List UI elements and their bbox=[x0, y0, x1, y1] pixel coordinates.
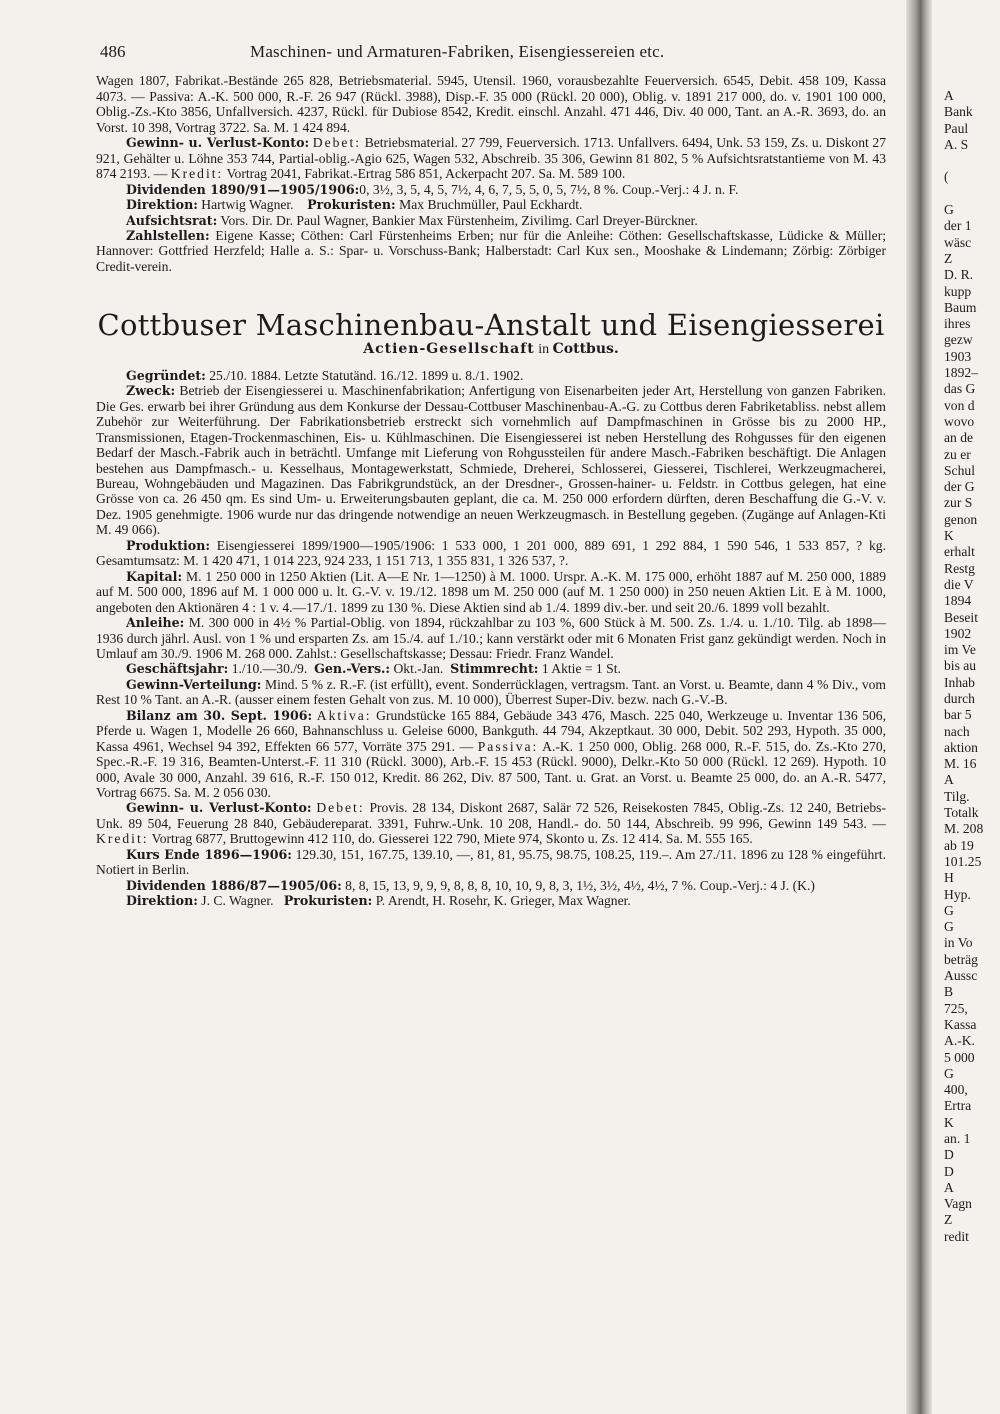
right-page-line: ( bbox=[944, 169, 949, 185]
prev-direction-label: Direktion: bbox=[126, 197, 198, 213]
prev-paying-agents-label: Zahlstellen: bbox=[126, 227, 210, 243]
liabilities-text: A.-K. 1 250 000, Oblig. 268 000, R.-F. 515, do. Zs.-Kto 270, Spec.-R.-F. 19 316, Beamten-Unterst.-F. 11 310 (Rückl. 3000), Arb.-F. 15 453 (Rückl. 9000), Delkr.-Kto 50 000 (Rückl. 12 269). Hypoth. 10 000, Avale 30 000, Anzahl. 39 616, R.-F. 150 012, Kredit. 86 262, Div. 87 500, Tant. u. Grat. an Vorst. u. Beamte 25 000, do. an A.-R. 5477, Vortrag 6675. Sa. M. 2 056 030. bbox=[96, 738, 887, 801]
book-gutter bbox=[906, 0, 932, 1414]
right-page-line: redit bbox=[944, 1228, 969, 1244]
right-page-line: wäsc bbox=[944, 234, 972, 250]
production-label: Produktion: bbox=[126, 537, 210, 553]
prev-paying-agents-text: Eigene Kasse; Cöthen: Carl Fürstenheims Erben; nur für die Anleihe: Cöthen: Gesellschaftskasse, Lüdicke & Müller; Hannover: Gottfried Herzfeld; Halle a. S.: Spar- u. Vorschuss-Bank; Halberstadt: Carl Kux sen., Mooshake & Lindemann; Zörbig: Zörbiger Credit-verein. bbox=[96, 227, 886, 274]
right-page-line: ihres bbox=[944, 316, 971, 332]
purpose-label: Zweck: bbox=[126, 383, 176, 399]
prev-profit-loss-label: Gewinn- u. Verlust-Konto: bbox=[126, 135, 310, 151]
right-page-line: 101.25 bbox=[944, 853, 982, 869]
purpose-text: Betrieb der Eisengiesserei u. Maschinenfabrikation; Anfertigung von Eisenarbeiten jeder Art, Herstellung von ganzen Fabriken. Die Ges. erwarb bei ihrer Gründung aus dem Konkurse der Dessau-Cottbuser Maschinenbau-A.-G. zu Cottbus deren Fabriketabliss. nebst allem Zubehör zur Weiterführung. Der Fabrikationsbetrieb erstreckt sich vornehmlich auf Dampfmaschinen in Grösse bis zu 2000 HP., Transmissionen, Etagen-Trockenmaschinen, Eis- u. Kühlmaschinen. Die Eisengiesserei ist neben Herstellung des Rohgusses für den eigenen Bedarf der Masch.-Fabrik auch in beträchtl. Umfange mit Lieferung von Rohgussteilen für andere Masch.-Fabriken beschäftigt. Die Anlagen bestehen aus Dampfmasch.- u. Kesselhaus, Montagewerkstatt, Schmiede, Dreherei, Schlosserei, Giesserei, Tischlerei, Werkzeugmacherei, Bureau, Wohngebäuden und Magazinen. Das Fabrikgrundstück, an der Dresdner-, Grossen-hainer- u. Feldstr. in Cottbus gelegen, hat eine Grösse von ca. 26 450 qm. Es sind Um- u. Erweiterungsbauten geplant, die ca. M. 250 000 erfordern dürften, deren Beschaffung die G.-V. v. Dez. 1905 genehmigte. 1906 wurde nur das dringende notwendige an neuen Werkzeugmasch. in Bestellung gegeben. (Zugänge auf Anlagen-Kti M. 49 066). bbox=[96, 383, 886, 538]
right-page-line: A bbox=[944, 1179, 954, 1195]
prev-profit-loss bbox=[96, 135, 886, 181]
share-prices bbox=[96, 847, 886, 878]
prev-supervisory-label: Aufsichtsrat: bbox=[126, 212, 218, 228]
right-page-line: wovo bbox=[944, 413, 975, 429]
right-page-line: bar 5 bbox=[944, 707, 972, 723]
right-page-line: Baum bbox=[944, 299, 977, 315]
right-page-line: Z bbox=[944, 250, 953, 266]
prev-dividends-text: 0, 3½, 3, 5, 4, 5, 7½, 4, 6, 7, 5, 5, 0, 5, 7½, 8 %. Coup.-Verj.: 4 J. n. F. bbox=[359, 181, 739, 197]
right-page-line: Kassa bbox=[944, 1016, 977, 1032]
direction-label: Direktion: bbox=[126, 893, 198, 909]
right-page-line: Bank bbox=[944, 104, 973, 120]
direction bbox=[96, 893, 886, 908]
capital-label: Kapital: bbox=[126, 568, 183, 584]
prev-balance-text: Wagen 1807, Fabrikat.-Bestände 265 828, Betriebsmaterial. 5945, Utensil. 1960, vorausbezahlte Feuerversich. 6545, Debit. 458 109, Kassa 4073. — Passiva: A.-K. 500 000, R.-F. 26 947 (Rückl. 3988), Disp.-F. 35 000 (Rückl. 20 000), Oblig. v. 1891 217 000, do. v. 1901 100 000, Oblig.-Zs.-Kto 3856, Unfallversich. 4237, Rückl. für Dubiose 8542, Kredit. einschl. Anzahl. 471 446, Div. 40 000, Tant. an A.-R. 3693, do. an Vorst. 10 398, Vortrag 3722. Sa. M. 1 424 894. bbox=[96, 73, 886, 135]
right-page-line: 725, bbox=[944, 1000, 968, 1016]
right-page-line: 5 000 bbox=[944, 1049, 975, 1065]
loan-label: Anleihe: bbox=[126, 615, 185, 631]
fiscal-year-text: 1./10.—30./9. bbox=[231, 661, 308, 677]
running-title: Maschinen- und Armaturen-Fabriken, Eisengiessereien etc. bbox=[250, 42, 665, 61]
company-title: Cottbuser Maschinenbau-Anstalt und Eisengiesserei bbox=[97, 308, 885, 343]
right-page-line: zur S bbox=[944, 495, 973, 511]
right-page-line: ab 19 bbox=[944, 837, 974, 853]
prev-prokuristen-label: Prokuristen: bbox=[307, 197, 396, 213]
prev-direction-text: Hartwig Wagner. bbox=[201, 197, 294, 213]
voting-right-text: 1 Aktie = 1 St. bbox=[541, 661, 621, 677]
company-city: Cottbus. bbox=[552, 341, 619, 358]
balance-sheet-label: Bilanz am 30. Sept. 1906: bbox=[126, 707, 313, 723]
right-page-line: genon bbox=[944, 511, 978, 527]
right-page-line: G bbox=[944, 1065, 954, 1081]
right-page-line: durch bbox=[944, 690, 975, 706]
right-page-line: Ertra bbox=[944, 1098, 972, 1114]
founded-text: 25./10. 1884. Letzte Statutänd. 16./12. 1899 u. 8./1. 1902. bbox=[209, 367, 524, 383]
company-subtitle-in: in bbox=[538, 342, 550, 358]
prev-paying-agents bbox=[96, 228, 886, 274]
right-page-line bbox=[944, 186, 1000, 202]
right-page-line: D. R. bbox=[944, 267, 974, 283]
production-text: Eisengiesserei 1899/1900—1905/1906: 1 533 000, 1 201 000, 889 691, 1 292 884, 1 590 546, 1 533 857, ? kg. Gesamtumsatz: M. 1 420 471, 1 014 223, 924 233, 1 151 713, 1 355 831, 1 326 537, ?. bbox=[96, 537, 886, 569]
right-page-line: G bbox=[944, 202, 954, 218]
prev-supervisory-board bbox=[96, 213, 886, 228]
production bbox=[96, 538, 886, 569]
right-page-line: 1902 bbox=[944, 625, 972, 641]
profit-loss-label: Gewinn- u. Verlust-Konto: bbox=[126, 800, 312, 816]
right-page-line: kupp bbox=[944, 283, 972, 299]
general-meeting-text: Okt.-Jan. bbox=[393, 661, 444, 677]
prev-debet-label: Debet: bbox=[312, 135, 362, 151]
loan-text: M. 300 000 in 4½ % Partial-Oblig. von 1894, rückzahlbar zu 103 %, 600 Stück à M. 500. Zs. 1./4. u. 1./10. Tilg. ab 1898—1936 durch jährl. Ausl. von 1 % und ersparten Zs. am 15./4. auf 1./10.; kann verstärkt oder mit 6 Monaten Frist ganz gekündigt werden. Noch in Umlauf am 30./9. 1906 M. 268 000. Zahlst.: Gesellschaftskasse; Dessau: Friedr. Franz Wandel. bbox=[96, 615, 886, 661]
right-page-line: D bbox=[944, 1163, 954, 1179]
right-page-line: Restg bbox=[944, 560, 975, 576]
page-number: 486 bbox=[100, 42, 126, 61]
right-page-line: in Vo bbox=[944, 935, 973, 951]
right-page-line: K bbox=[944, 528, 954, 544]
right-page-line: der 1 bbox=[944, 218, 972, 234]
right-page-line: Tilg. bbox=[944, 788, 970, 804]
prokuristen-text: P. Arendt, H. Rosehr, K. Grieger, Max Wagner. bbox=[375, 893, 631, 909]
right-page-line: H bbox=[944, 870, 954, 886]
right-page-line: an. 1 bbox=[944, 1131, 971, 1146]
dividends-label: Dividenden 1886/87—1905/06: bbox=[126, 877, 342, 893]
liabilities-label: Passiva: bbox=[477, 738, 539, 754]
general-meeting-label: Gen.-Vers.: bbox=[314, 661, 391, 677]
right-page-line: aktion bbox=[944, 739, 978, 755]
dividends bbox=[96, 878, 886, 893]
right-page-line: D bbox=[944, 1147, 954, 1163]
right-page-line: A bbox=[944, 772, 954, 788]
fiscal-info bbox=[96, 661, 886, 676]
kredit-text: Vortrag 6877, Bruttogewinn 412 110, do. Giesserei 122 790, Miete 974, Skonto u. Zs. 12 414. Sa. M. 555 165. bbox=[151, 831, 753, 847]
right-page-line: 1892– bbox=[944, 365, 978, 381]
right-page-line: Vagn bbox=[944, 1196, 972, 1212]
founded bbox=[96, 368, 886, 383]
right-page-line: M. 208 bbox=[944, 821, 984, 837]
direction-text: J. C. Wagner. bbox=[201, 893, 274, 909]
prev-dividends bbox=[96, 182, 886, 197]
founded-label: Gegründet: bbox=[126, 367, 206, 383]
fiscal-year-label: Geschäftsjahr: bbox=[126, 661, 229, 677]
running-head bbox=[96, 44, 886, 59]
capital-text: M. 1 250 000 in 1250 Aktien (Lit. A—E Nr. 1—1250) à M. 1000. Urspr. A.-K. M. 175 000, erhöht 1887 auf M. 250 000, 1889 auf M. 500 000, 1896 auf M. 1 000 000 u. lt. G.-V. v. 19./12. 1898 um M. 250 000 (auf M. 1 250 000) in 250 neuen Aktien Lit. E à M. 1000, angeboten den Aktionären 4 : 1 v. 4.—17./1. 1899 zu 130 %. Diese Aktien sind ab 1./4. 1899 div.-ber. und seit 20./6. 1899 voll bezahlt. bbox=[96, 568, 886, 615]
right-page-line: Paul bbox=[944, 120, 969, 136]
right-page-line: A.-K. bbox=[944, 1033, 975, 1049]
right-page-line: beträg bbox=[944, 951, 978, 967]
right-page-line: die V bbox=[944, 576, 974, 592]
left-page bbox=[96, 44, 886, 909]
right-page-line: G bbox=[944, 919, 954, 935]
assets-label: Aktiva: bbox=[316, 707, 372, 723]
right-page-line: an de bbox=[944, 430, 974, 446]
right-page-line: A. S bbox=[944, 136, 969, 152]
right-page-line: von d bbox=[944, 397, 975, 413]
assets-text: Grundstücke 165 884, Gebäude 343 476, Masch. 225 040, Werkzeuge u. Inventar 136 506, Pferde u. Wagen 1, Modelle 26 660, Bahnanschluss u. Geleise 6000, Bankguth. 44 794, Akzeptkaut. 30 000, Debit. 502 293, Hypoth. 35 000, Kassa 4961, Wechsel 94 392, Effekten 66 577, Vorräte 375 291. — bbox=[96, 707, 886, 754]
right-page-line: Hyp. bbox=[944, 886, 971, 902]
right-page-line: B bbox=[944, 984, 954, 1000]
right-page-line: Z bbox=[944, 1212, 953, 1228]
profit-distribution-label: Gewinn-Verteilung: bbox=[126, 676, 262, 692]
debet-text: Provis. 28 134, Diskont 2687, Salär 72 526, Reisekosten 7845, Oblig.-Zs. 12 240, Betriebs-Unk. 89 504, Feuerung 28 840, Gebäudereparat. 3391, Fuhrw.-Unk. 10 208, Handl.- do. 50 144, Abschreib. 99 996, Gewinn 149 543. — bbox=[96, 800, 887, 831]
right-page-line: bis au bbox=[944, 658, 977, 674]
right-page-line: 1894 bbox=[944, 593, 972, 609]
profit-loss-account bbox=[96, 800, 886, 846]
right-page-line: M. 16 bbox=[944, 756, 977, 772]
right-page-line: gezw bbox=[944, 332, 973, 348]
loan bbox=[96, 615, 886, 661]
capital bbox=[96, 569, 886, 615]
right-page-line bbox=[944, 153, 1000, 169]
dividends-text: 8, 8, 15, 13, 9, 9, 9, 8, 8, 8, 10, 10, 9, 8, 3, 1½, 3½, 4½, 4½, 7 %. Coup.-Verj.: 4 J. (K.) bbox=[345, 877, 815, 893]
right-page-line: zu er bbox=[944, 446, 971, 462]
prev-kredit-label: Kredit: bbox=[170, 166, 224, 182]
prokuristen-label: Prokuristen: bbox=[283, 893, 373, 909]
right-page-line: Totalk bbox=[944, 805, 979, 821]
right-page-line: nach bbox=[944, 723, 970, 739]
right-page-line: G bbox=[944, 902, 954, 918]
right-page-line: Schul bbox=[944, 462, 975, 478]
share-prices-label: Kurs Ende 1896—1906: bbox=[126, 846, 292, 862]
kredit-label: Kredit: bbox=[96, 831, 149, 847]
debet-label: Debet: bbox=[316, 800, 365, 816]
prev-prokuristen-text: Max Bruchmüller, Paul Eckhardt. bbox=[399, 197, 583, 213]
prev-direction bbox=[96, 197, 886, 212]
prev-debet-text: Betriebsmaterial. 27 799, Feuerversich. 1713. Unfallvers. 6494, Unk. 53 159, Zs. u. Diskont 27 921, Gehälter u. Löhne 353 744, Partial-oblig.-Agio 625, Wagen 532, Abschreib. 35 306, Gewinn 81 802, 5 % Aufsichtsratstantieme von M. 43 874 2193. — bbox=[96, 135, 887, 182]
prev-dividends-label: Dividenden 1890/91—1905/1906: bbox=[126, 181, 360, 197]
profit-distribution bbox=[96, 677, 886, 708]
company-legal-form: Actien-Gesellschaft bbox=[363, 341, 535, 358]
right-page-line: 1903 bbox=[944, 348, 972, 364]
right-page-line: der G bbox=[944, 479, 975, 495]
voting-right-label: Stimmrecht: bbox=[450, 661, 539, 677]
prev-supervisory-text: Vors. Dir. Dr. Paul Wagner, Bankier Max Fürstenheim, Zivilimg. Carl Dreyer-Bürckner. bbox=[220, 212, 698, 228]
right-page-line: Inhab bbox=[944, 674, 975, 690]
profit-distribution-text: Mind. 5 % z. R.-F. (ist erfüllt), event. Sonderrücklagen, vertragsm. Tant. an Vorst. u. Beamte, dann 4 % Div., vom Rest 10 % Tant. an A.-R. (ausser einem festen Gehalt von zus. M. 10 000), Überrest Super-Div. bezw. nach G.-V.-B. bbox=[96, 676, 887, 708]
right-page-line: Beseit bbox=[944, 609, 978, 625]
prev-kredit-text: Vortrag 2041, Fabrikat.-Ertrag 586 851, Ackerpacht 207. Sa. M. 589 100. bbox=[226, 166, 626, 182]
company-subtitle bbox=[96, 342, 886, 357]
right-page-line: 400, bbox=[944, 1082, 968, 1098]
right-page-line: erhalt bbox=[944, 544, 975, 560]
right-page-line: das G bbox=[944, 381, 976, 397]
right-page-line: Aussc bbox=[944, 968, 978, 984]
right-page-line: K bbox=[944, 1114, 954, 1130]
right-page-line: A bbox=[944, 88, 954, 103]
share-prices-text: 129.30, 151, 167.75, 139.10, —, 81, 81, 95.75, 98.75, 108.25, 119.–. Am 27./11. 1896 zu 128 % eingeführt. Notiert in Berlin. bbox=[96, 846, 886, 878]
right-page-fragments bbox=[944, 88, 1000, 1408]
purpose bbox=[96, 383, 886, 538]
right-page-line: im Ve bbox=[944, 642, 976, 658]
balance-sheet bbox=[96, 708, 886, 801]
